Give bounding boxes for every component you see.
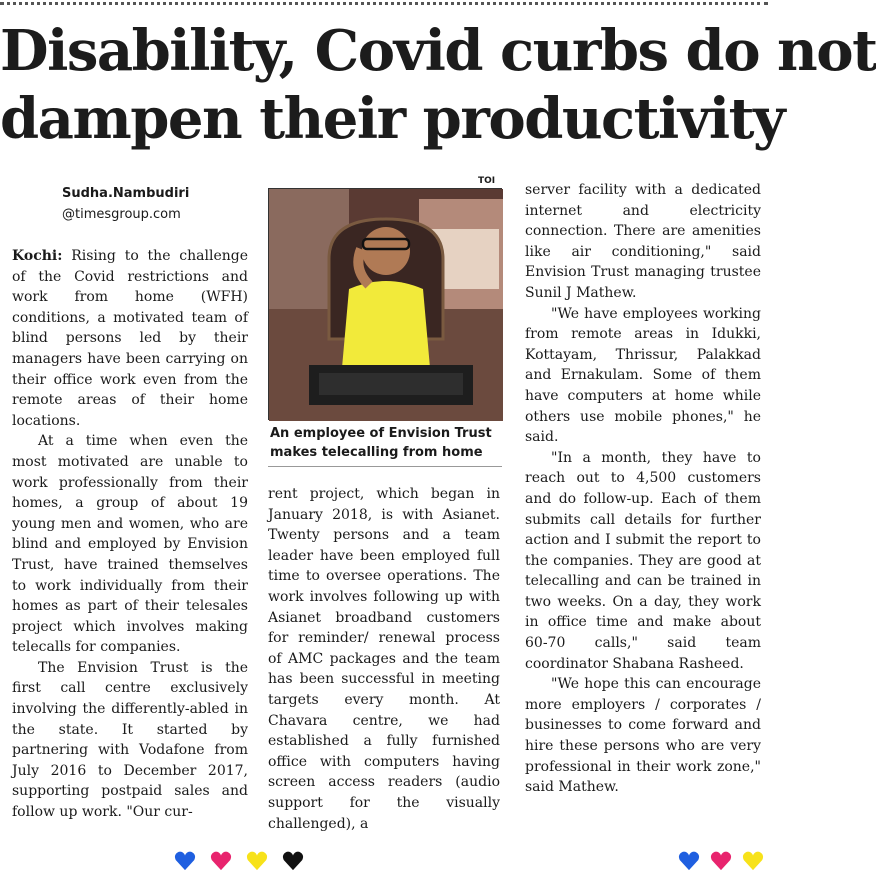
article-column-3 bbox=[525, 180, 761, 798]
decorative-hearts-right bbox=[678, 850, 764, 878]
article-column-2 bbox=[268, 484, 500, 834]
paragraph-1-text: Rising to the challenge of the Covid restrictions and work from home (WFH) conditions, a motivated team of blind persons led by their managers have been carrying on their office work even from the remote areas of their home locations. bbox=[12, 248, 249, 429]
byline bbox=[62, 183, 189, 225]
yellow-heart-icon bbox=[246, 850, 268, 872]
black-heart-icon bbox=[282, 850, 304, 872]
headline-line-1: Disability, Covid curbs do not bbox=[0, 18, 876, 84]
employee-photo bbox=[268, 188, 502, 420]
paragraph-6: "We hope this can encourage more employers / corporates / businesses to come forward and hire these persons who are very professional in their work zone," said Mathew. bbox=[525, 676, 761, 796]
decorative-hearts-left bbox=[174, 850, 304, 878]
headline-line-2: dampen their productivity bbox=[0, 86, 785, 152]
blue-heart-icon bbox=[678, 850, 700, 872]
pink-heart-icon bbox=[210, 850, 232, 872]
paragraph-3-end: server facility with a dedicated internet and electricity connection. There are amenities like air conditioning," said Envision Trust managing trustee Sunil J Mathew. bbox=[525, 182, 761, 301]
yellow-heart-icon bbox=[742, 850, 764, 872]
pink-heart-icon bbox=[710, 850, 732, 872]
paragraph-5: "In a month, they have to reach out to 4,500 customers and do follow-up. Each of them submits call details for further action and I submit the report to the companies. They are good at telecalling and can be trained in two weeks. On a day, they work in office time and make about 60-70 calls," said team coordinator Shabana Rasheed. bbox=[525, 449, 761, 672]
byline-name: Sudha.Nambudiri bbox=[62, 186, 190, 201]
top-dotted-rule bbox=[0, 2, 768, 5]
article-column-1 bbox=[12, 246, 248, 823]
caption-line-1: An employee of Envision Trust bbox=[270, 426, 492, 441]
paragraph-2: At a time when even the most motivated are unable to work professionally from their homes, a group of about 19 young men and women, who are blind and employed by Envision Trust, have trained themselves to work individually from their homes as part of their telesales project which involves making telecalls for companies. bbox=[12, 433, 248, 656]
blue-heart-icon bbox=[174, 850, 196, 872]
paragraph-4: "We have employees working from remote areas in Idukki, Kottayam, Thrissur, Palakkad and Ernakulam. Some of them have computers at home while others use mobile phones," he said. bbox=[525, 305, 761, 446]
photo-caption bbox=[270, 424, 502, 462]
paragraph-3-continued: rent project, which began in January 2018, is with Asianet. Twenty persons and a team leader have been employed full time to oversee operations. The work involves following up with Asianet broadband customers for reminder/ renewal process of AMC packages and the team has been successful in meeting targets every month. At Chavara centre, we had established a fully furnished office with computers having screen access readers (audio support for the visually challenged), a bbox=[268, 486, 500, 832]
caption-divider bbox=[268, 466, 502, 467]
byline-handle: @timesgroup.com bbox=[62, 207, 181, 222]
employee-illustration bbox=[269, 189, 503, 421]
paragraph-3-start: The Envision Trust is the first call centre exclusively involving the differently-abled in the state. It started by partnering with Vodafone from July 2016 to December 2017, supporting postpaid sales and follow up work. "Our cur- bbox=[12, 659, 248, 821]
dateline: Kochi: bbox=[12, 248, 63, 264]
caption-line-2: makes telecalling from home bbox=[270, 445, 483, 460]
paragraph-1 bbox=[12, 246, 248, 431]
photo-credit: TOI bbox=[478, 176, 496, 186]
